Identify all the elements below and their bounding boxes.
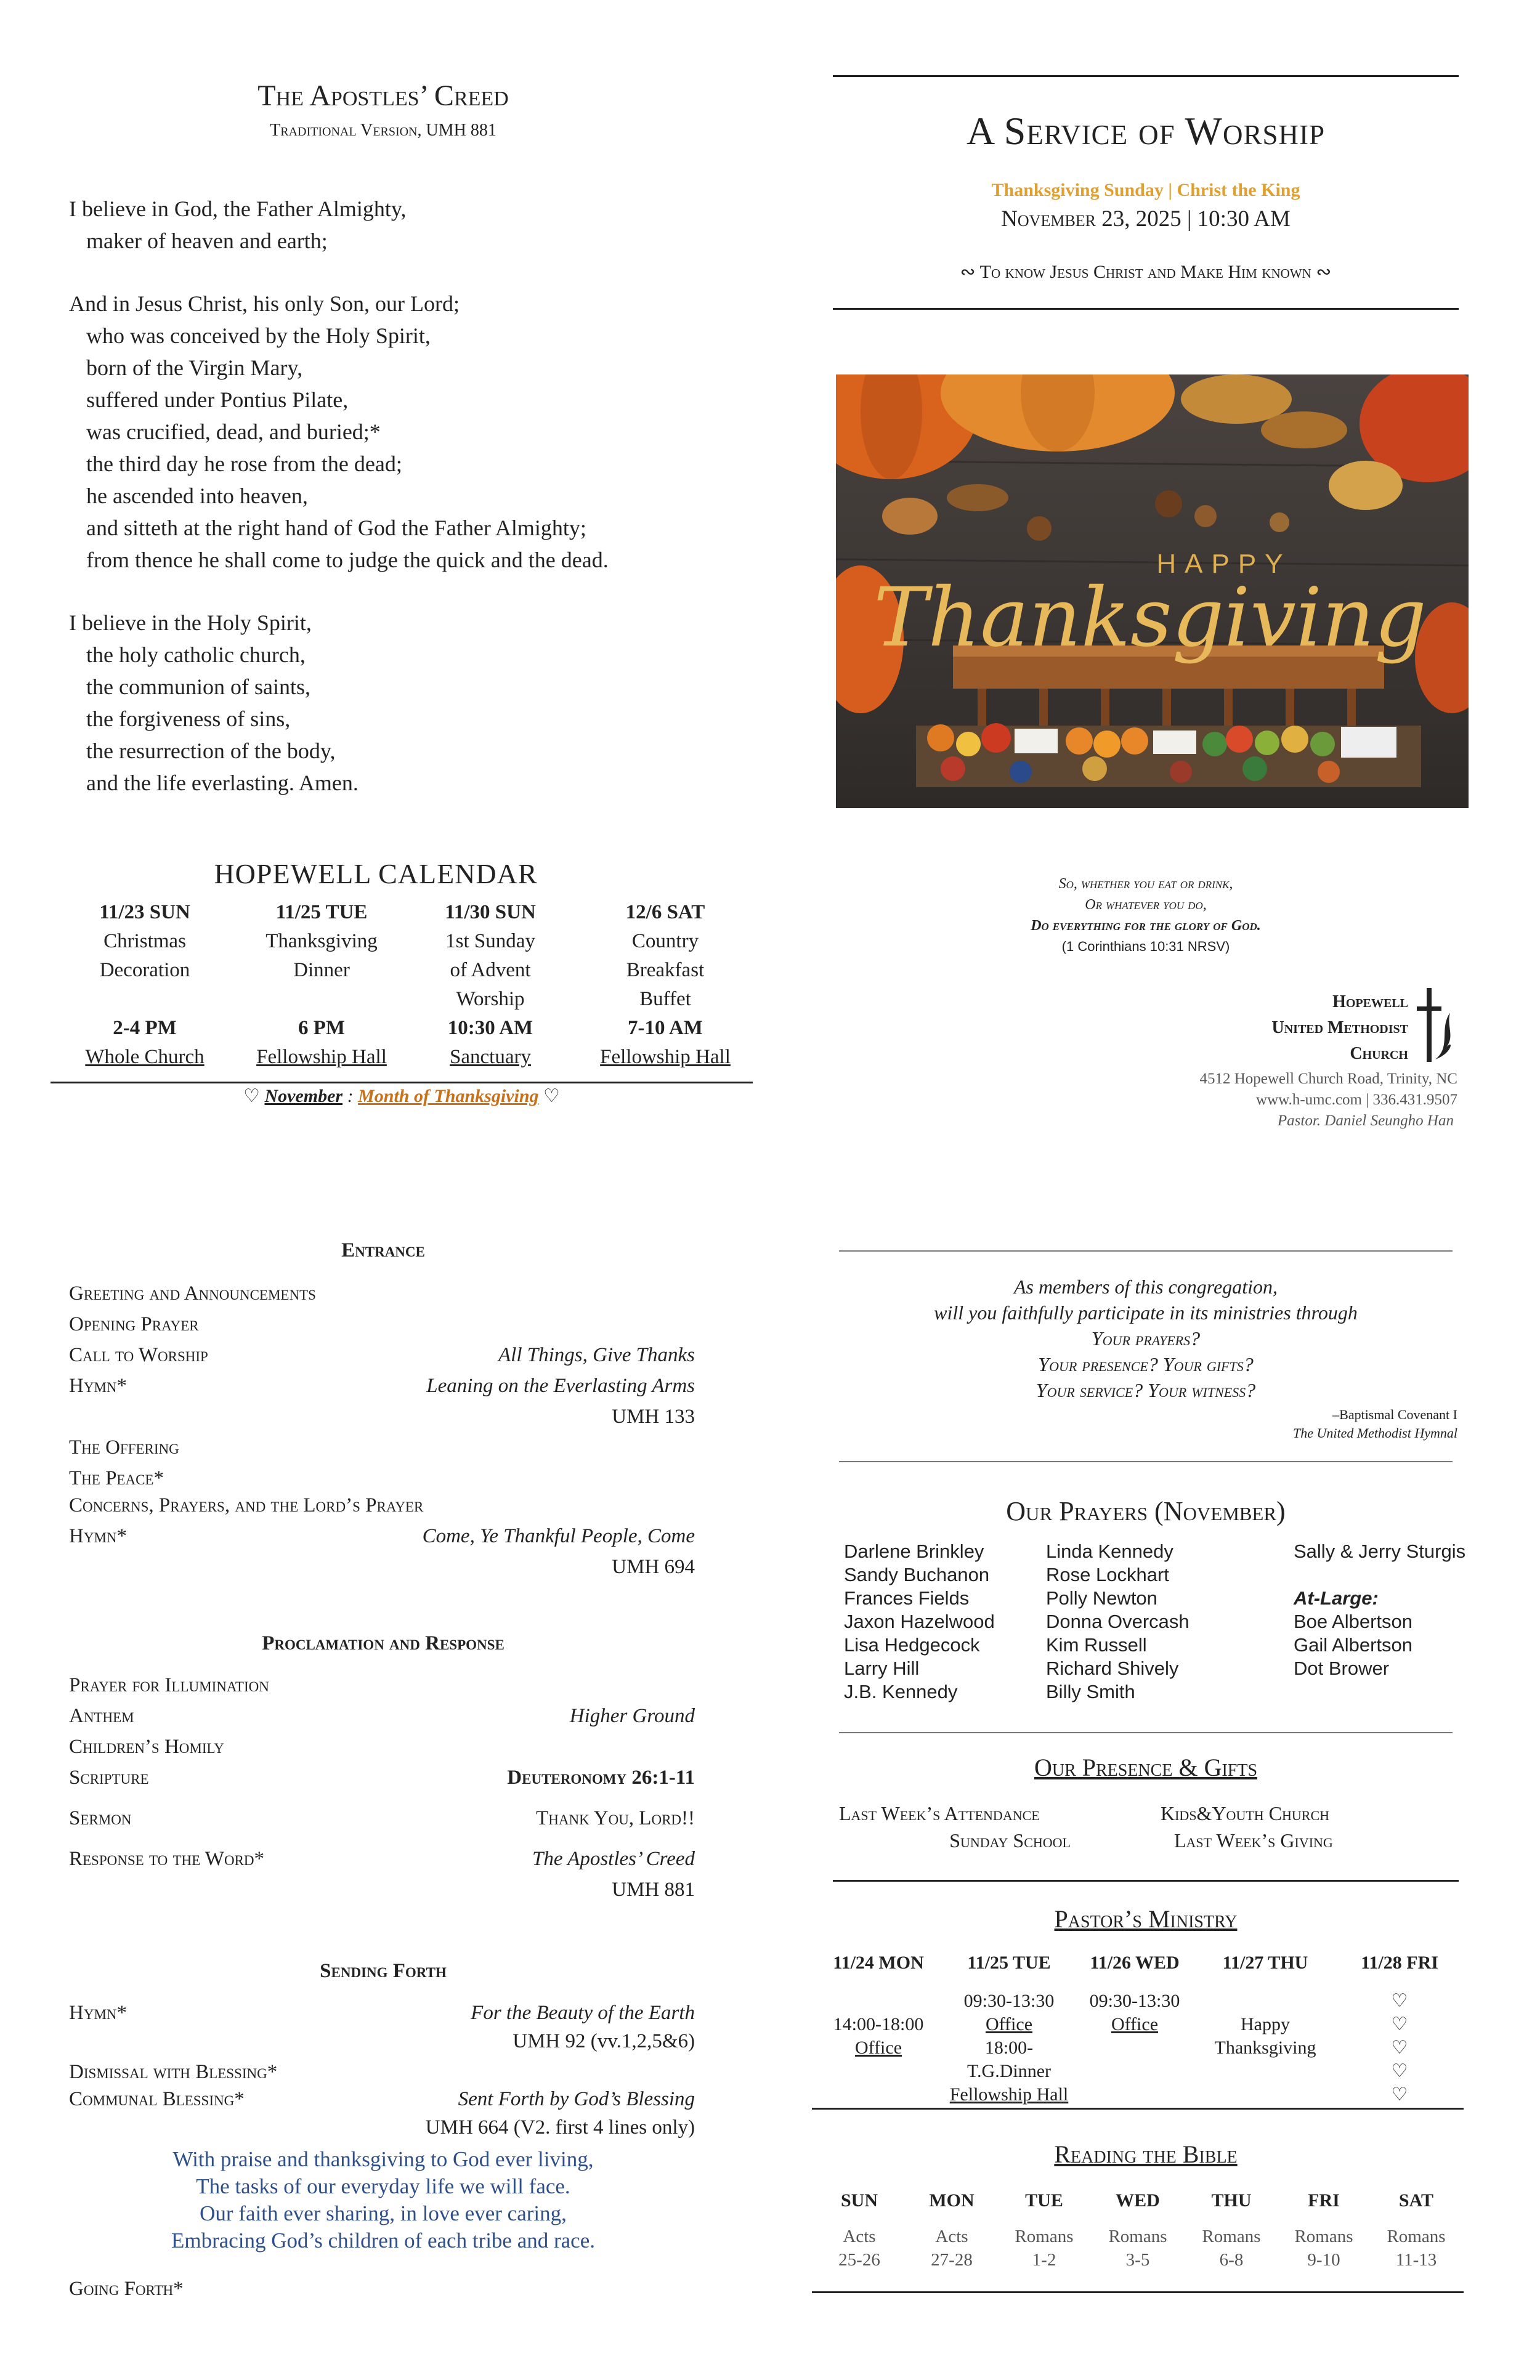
creed-line: the holy catholic church, bbox=[86, 642, 306, 667]
bible-book: Romans bbox=[1387, 2227, 1446, 2246]
prayer-name: Dot Brower bbox=[1294, 1658, 1390, 1679]
bible-weekday: THU bbox=[1211, 2190, 1252, 2211]
bible-day bbox=[1092, 2189, 1184, 2272]
verse-line: So, whether you eat or drink, bbox=[1058, 876, 1233, 892]
item-going-forth: Going Forth* bbox=[69, 2278, 184, 2300]
prayer-name: Gail Albertson bbox=[1294, 1634, 1412, 1656]
event-place: Fellowship Hall bbox=[256, 1046, 387, 1068]
bible-weekday: TUE bbox=[1025, 2190, 1063, 2211]
event-line: 1st Sunday bbox=[445, 930, 535, 952]
creed-title: The Apostles’ Creed bbox=[257, 79, 509, 112]
heart-icon: ♡ bbox=[1391, 2038, 1408, 2058]
creed-line: the communion of saints, bbox=[86, 674, 310, 699]
event-line: Worship bbox=[456, 988, 525, 1010]
item-hymn: Hymn* bbox=[69, 1375, 128, 1397]
ministry-day: 11/27 THU bbox=[1222, 1953, 1308, 1973]
event-line: Breakfast bbox=[626, 959, 705, 981]
covenant-top-rule bbox=[839, 1250, 1453, 1252]
event-line: Country bbox=[631, 930, 699, 952]
item-call-to-worship: Call to Worship bbox=[69, 1344, 208, 1366]
church-pastor: Pastor. Daniel Seungho Han bbox=[1277, 1112, 1454, 1129]
bible-chapters: 11-13 bbox=[1395, 2250, 1437, 2270]
prayers-at-large-label: At-Large: bbox=[1294, 1587, 1379, 1609]
bible-book: Acts bbox=[935, 2227, 968, 2246]
blessing-line: Embracing God’s children of each tribe and race. bbox=[171, 2228, 596, 2252]
heart-icon: ♡ bbox=[1391, 1991, 1408, 2011]
bible-chapters: 3-5 bbox=[1125, 2250, 1150, 2270]
heart-icon: ♡ bbox=[1391, 2084, 1408, 2105]
prayers-bottom-rule bbox=[839, 1732, 1453, 1733]
ministry-thu bbox=[1204, 2013, 1327, 2060]
event-time: 10:30 AM bbox=[447, 1017, 533, 1039]
prayers-col bbox=[1046, 1540, 1189, 1704]
item-hymn: Hymn* bbox=[69, 1525, 128, 1547]
presence-sunday-school: Sunday School bbox=[949, 1829, 1071, 1852]
event-time: 2-4 PM bbox=[113, 1017, 177, 1039]
item-call-title: All Things, Give Thanks bbox=[498, 1344, 695, 1366]
item-hymn: Hymn* bbox=[69, 2002, 128, 2024]
section-entrance: Entrance bbox=[341, 1239, 425, 1261]
creed-subtitle: Traditional Version, UMH 881 bbox=[270, 121, 496, 140]
verse-reference: (1 Corinthians 10:31 NRSV) bbox=[1061, 939, 1230, 954]
cover-occasion: Thanksgiving Sunday | Christ the King bbox=[991, 180, 1300, 200]
bible-bottom-rule bbox=[812, 2291, 1464, 2293]
creed-line: maker of heaven and earth; bbox=[86, 229, 328, 253]
verse-line: Do everything for the glory of God. bbox=[1031, 918, 1261, 934]
ministry-time: 14:00-18:00 bbox=[833, 2014, 924, 2034]
ministry-place: Office bbox=[854, 2038, 902, 2058]
item-greeting: Greeting and Announcements bbox=[69, 1282, 316, 1305]
creed-line: who was conceived by the Holy Spirit, bbox=[86, 323, 431, 348]
creed-line: the third day he rose from the dead; bbox=[86, 451, 402, 476]
prayer-name: Billy Smith bbox=[1046, 1681, 1135, 1702]
prayers-col bbox=[1294, 1540, 1465, 1680]
calendar-event bbox=[235, 898, 408, 1072]
event-time: 6 PM bbox=[298, 1017, 346, 1039]
calendar-sep: : bbox=[342, 1086, 359, 1106]
covenant-source: The United Methodist Hymnal bbox=[1292, 1425, 1457, 1441]
blessing-line: Our faith ever sharing, in love ever caring, bbox=[200, 2201, 567, 2225]
cover-title: A Service of Worship bbox=[967, 109, 1325, 153]
prayer-name: Boe Albertson bbox=[1294, 1611, 1413, 1632]
presence-kids: Kids&Youth Church bbox=[1161, 1802, 1330, 1824]
blessing-line: The tasks of our everyday life we will face. bbox=[196, 2174, 570, 2198]
item-sermon: Sermon bbox=[69, 1807, 132, 1829]
ministry-bottom-rule bbox=[812, 2108, 1464, 2110]
calendar-title: HOPEWELL CALENDAR bbox=[214, 858, 538, 889]
calendar-month: November bbox=[264, 1086, 343, 1106]
bible-book: Romans bbox=[1015, 2227, 1074, 2246]
bible-day bbox=[1185, 2189, 1278, 2272]
item-hymn-number: UMH 92 (vv.1,2,5&6) bbox=[513, 2030, 695, 2052]
creed-line: the resurrection of the body, bbox=[86, 739, 336, 763]
verse-line: Or whatever you do, bbox=[1085, 897, 1207, 913]
calendar-event bbox=[404, 898, 577, 1072]
prayer-name: Sally & Jerry Sturgis bbox=[1294, 1540, 1466, 1562]
ministry-time: 09:30-13:30 bbox=[963, 1991, 1055, 2011]
creed-line: I believe in the Holy Spirit, bbox=[69, 610, 312, 635]
creed-line: the forgiveness of sins, bbox=[86, 706, 291, 731]
prayer-name: Kim Russell bbox=[1046, 1634, 1147, 1656]
item-scripture-ref: Deuteronomy 26:1-11 bbox=[507, 1767, 695, 1789]
heart-icon: ♡ bbox=[243, 1086, 260, 1106]
creed-line: he ascended into heaven, bbox=[86, 484, 308, 508]
heart-icon: ♡ bbox=[1391, 2061, 1408, 2081]
event-time: 7-10 AM bbox=[628, 1017, 703, 1039]
item-opening-prayer: Opening Prayer bbox=[69, 1313, 199, 1335]
calendar-footer bbox=[51, 1085, 753, 1107]
pastor-ministry-title: Pastor’s Ministry bbox=[1054, 1905, 1238, 1933]
ministry-place: Fellowship Hall bbox=[949, 2084, 1069, 2105]
prayer-name: Sandy Buchanon bbox=[844, 1564, 990, 1585]
prayers-col bbox=[844, 1540, 995, 1704]
ministry-day: 11/28 FRI bbox=[1361, 1953, 1438, 1973]
event-line bbox=[235, 985, 408, 1014]
thanksgiving-illustration bbox=[836, 374, 1469, 808]
creed-line: and sitteth at the right hand of God the Father Almighty; bbox=[86, 516, 586, 540]
creed-line: suffered under Pontius Pilate, bbox=[86, 387, 349, 412]
prayer-name: Larry Hill bbox=[844, 1658, 920, 1679]
covenant-text bbox=[839, 1274, 1453, 1403]
bible-chapters: 6-8 bbox=[1219, 2250, 1244, 2270]
event-place: Sanctuary bbox=[450, 1046, 531, 1068]
item-concerns: Concerns, Prayers, and the Lord’s Prayer bbox=[69, 1494, 424, 1516]
bible-book: Romans bbox=[1294, 2227, 1353, 2246]
event-line: Thanksgiving bbox=[265, 930, 378, 952]
church-name-line: Hopewell bbox=[1332, 992, 1408, 1011]
image-text-happy: HAPPY bbox=[1156, 549, 1292, 579]
item-communal-title: Sent Forth by God’s Blessing bbox=[458, 2088, 695, 2110]
item-response-title: The Apostles’ Creed bbox=[532, 1848, 695, 1870]
covenant-line: Your presence? Your gifts? bbox=[1038, 1353, 1254, 1375]
item-hymn-number: UMH 133 bbox=[612, 1406, 695, 1428]
item-sermon-title: Thank You, Lord!! bbox=[536, 1807, 695, 1829]
event-place: Whole Church bbox=[85, 1046, 205, 1068]
church-address: 4512 Hopewell Church Road, Trinity, NC bbox=[1199, 1071, 1457, 1087]
ministry-time: 18:00- bbox=[984, 2038, 1034, 2058]
event-place: Fellowship Hall bbox=[600, 1046, 731, 1068]
item-dismissal: Dismissal with Blessing* bbox=[69, 2061, 278, 2083]
event-line: Decoration bbox=[99, 959, 190, 981]
prayer-name: Linda Kennedy bbox=[1046, 1540, 1173, 1562]
item-hymn-title: For the Beauty of the Earth bbox=[471, 2002, 695, 2024]
ministry-day: 11/24 MON bbox=[833, 1953, 924, 1973]
bible-weekday: WED bbox=[1116, 2190, 1160, 2211]
calendar-event bbox=[579, 898, 752, 1072]
cover-top-rule bbox=[833, 75, 1459, 77]
bible-book: Romans bbox=[1108, 2227, 1167, 2246]
blessing-text bbox=[69, 2146, 697, 2254]
ministry-wed bbox=[1073, 1989, 1196, 2036]
bible-weekday: FRI bbox=[1308, 2190, 1340, 2211]
bible-day bbox=[906, 2189, 998, 2272]
covenant-line: Your prayers? bbox=[1091, 1327, 1201, 1350]
event-line: Buffet bbox=[639, 988, 691, 1010]
church-name-line: Church bbox=[1350, 1044, 1408, 1063]
calendar-theme: Month of Thanksgiving bbox=[358, 1086, 539, 1106]
presence-attendance: Last Week’s Attendance bbox=[839, 1802, 1040, 1824]
event-line: Dinner bbox=[293, 959, 350, 981]
bible-weekday: MON bbox=[929, 2190, 975, 2211]
bible-title: Reading the Bible bbox=[1054, 2140, 1238, 2168]
calendar-divider bbox=[51, 1082, 753, 1083]
presence-title: Our Presence & Gifts bbox=[1034, 1754, 1258, 1781]
cover-date: November 23, 2025 | 10:30 AM bbox=[1001, 206, 1291, 232]
prayer-name: J.B. Kennedy bbox=[844, 1681, 958, 1702]
ministry-day: 11/26 WED bbox=[1090, 1953, 1180, 1973]
prayer-name: Jaxon Hazelwood bbox=[844, 1611, 995, 1632]
creed-line: I believe in God, the Father Almighty, bbox=[69, 196, 407, 221]
item-response: Response to the Word* bbox=[69, 1848, 265, 1870]
item-anthem: Anthem bbox=[69, 1705, 134, 1727]
bible-chapters: 9-10 bbox=[1307, 2250, 1340, 2270]
cross-flame-icon bbox=[1414, 986, 1457, 1066]
ministry-day: 11/25 TUE bbox=[967, 1953, 1051, 1973]
ministry-mon bbox=[817, 2013, 940, 2060]
cover-bottom-rule bbox=[833, 308, 1459, 310]
thanksgiving-image bbox=[836, 374, 1469, 808]
ministry-time: 09:30-13:30 bbox=[1089, 1991, 1180, 2011]
item-offering: The Offering bbox=[69, 1436, 179, 1459]
ministry-place: Office bbox=[1111, 2014, 1159, 2034]
item-illumination: Prayer for Illumination bbox=[69, 1674, 269, 1696]
event-line: of Advent bbox=[450, 959, 531, 981]
heart-icon: ♡ bbox=[543, 1086, 560, 1106]
heart-icon: ♡ bbox=[1391, 2014, 1408, 2034]
item-hymn-title: Leaning on the Everlasting Arms bbox=[426, 1375, 695, 1397]
bible-day bbox=[1370, 2189, 1462, 2272]
item-communal-number: UMH 664 (V2. first 4 lines only) bbox=[425, 2116, 695, 2139]
event-line: Christmas bbox=[103, 930, 186, 952]
creed-line: and the life everlasting. Amen. bbox=[86, 771, 359, 795]
item-hymn-title: Come, Ye Thankful People, Come bbox=[422, 1525, 695, 1547]
prayer-name: Donna Overcash bbox=[1046, 1611, 1189, 1632]
bible-book: Acts bbox=[843, 2227, 876, 2246]
ministry-text: Thanksgiving bbox=[1214, 2038, 1316, 2058]
creed-line: And in Jesus Christ, his only Son, our Lord; bbox=[69, 291, 460, 316]
image-text-thanksgiving: Thanksgiving bbox=[873, 570, 1427, 665]
church-name bbox=[1140, 989, 1408, 1067]
section-sending: Sending Forth bbox=[320, 1960, 447, 1982]
creed-line: was crucified, dead, and buried;* bbox=[86, 419, 381, 444]
bible-weekday: SAT bbox=[1398, 2190, 1434, 2211]
event-date: 11/23 SUN bbox=[99, 901, 190, 923]
event-date: 11/25 TUE bbox=[275, 901, 368, 923]
church-contact: www.h-umc.com | 336.431.9507 bbox=[1256, 1091, 1457, 1108]
covenant-line: As members of this congregation, bbox=[1013, 1276, 1278, 1298]
item-peace: The Peace* bbox=[69, 1467, 164, 1489]
item-scripture: Scripture bbox=[69, 1767, 149, 1789]
event-line bbox=[59, 985, 231, 1014]
bible-book: Romans bbox=[1202, 2227, 1261, 2246]
bible-day bbox=[1278, 2189, 1370, 2272]
ministry-event: T.G.Dinner bbox=[967, 2061, 1052, 2081]
bible-chapters: 1-2 bbox=[1032, 2250, 1056, 2270]
presence-bottom-rule bbox=[833, 1880, 1459, 1882]
item-homily: Children’s Homily bbox=[69, 1736, 224, 1758]
event-date: 11/30 SUN bbox=[445, 901, 536, 923]
prayer-name: Lisa Hedgecock bbox=[844, 1634, 980, 1656]
cover-motto: ∾ To know Jesus Christ and Make Him known ∾ bbox=[960, 262, 1332, 282]
ministry-text: Happy bbox=[1241, 2014, 1290, 2034]
covenant-source: –Baptismal Covenant I bbox=[1332, 1407, 1457, 1422]
prayers-title: Our Prayers (November) bbox=[1006, 1496, 1286, 1526]
item-communal-blessing: Communal Blessing* bbox=[69, 2088, 245, 2110]
bible-chapters: 25-26 bbox=[838, 2250, 880, 2270]
ministry-place: Office bbox=[985, 2014, 1033, 2034]
item-anthem-title: Higher Ground bbox=[569, 1705, 695, 1727]
section-proclamation: Proclamation and Response bbox=[262, 1632, 505, 1654]
ministry-fri bbox=[1338, 1989, 1461, 2107]
prayer-name: Rose Lockhart bbox=[1046, 1564, 1169, 1585]
bible-day bbox=[998, 2189, 1090, 2272]
prayer-name: Richard Shively bbox=[1046, 1658, 1179, 1679]
covenant-line: Your service? Your witness? bbox=[1035, 1379, 1256, 1401]
presence-giving: Last Week’s Giving bbox=[1174, 1829, 1333, 1852]
calendar-event bbox=[59, 898, 231, 1072]
item-response-number: UMH 881 bbox=[612, 1879, 695, 1901]
bible-weekday: SUN bbox=[840, 2190, 878, 2211]
creed-line: from thence he shall come to judge the quick and the dead. bbox=[86, 548, 609, 572]
covenant-line: will you faithfully participate in its ministries through bbox=[934, 1301, 1358, 1324]
blessing-line: With praise and thanksgiving to God ever living, bbox=[172, 2147, 594, 2171]
covenant-bottom-rule bbox=[839, 1461, 1453, 1462]
prayer-name: Frances Fields bbox=[844, 1587, 970, 1609]
ministry-tue bbox=[947, 1989, 1071, 2107]
church-name-line: United Methodist bbox=[1271, 1018, 1408, 1037]
event-date: 12/6 SAT bbox=[625, 901, 705, 923]
bible-chapters: 27-28 bbox=[931, 2250, 973, 2270]
item-hymn-number: UMH 694 bbox=[612, 1556, 695, 1578]
prayer-name: Darlene Brinkley bbox=[844, 1540, 984, 1562]
creed-line: born of the Virgin Mary, bbox=[86, 355, 303, 380]
prayer-name: Polly Newton bbox=[1046, 1587, 1157, 1609]
bible-day bbox=[813, 2189, 906, 2272]
